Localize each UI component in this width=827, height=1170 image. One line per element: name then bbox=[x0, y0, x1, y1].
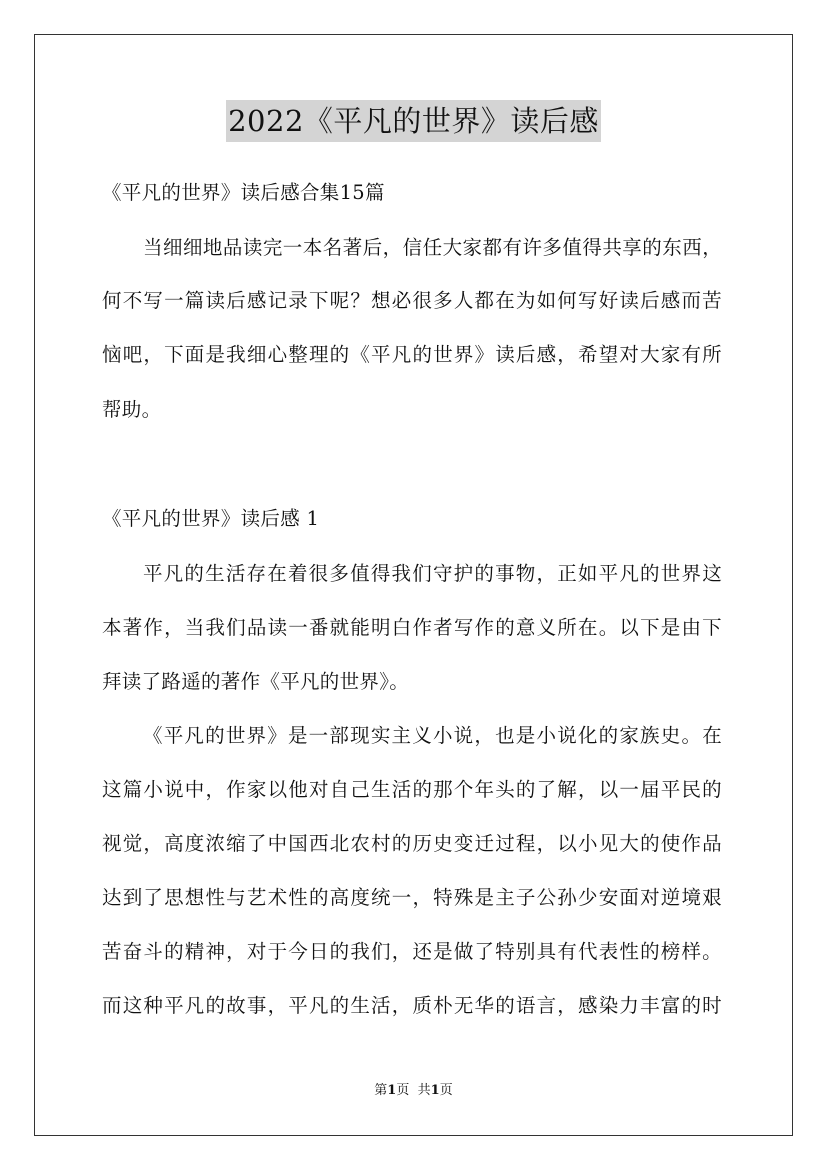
paragraph-line: 这篇小说中，作家以他对自己生活的那个年头的了解，以一届平民的 bbox=[102, 778, 722, 801]
document-subtitle: 《平凡的世界》读后感合集15篇 bbox=[102, 181, 385, 204]
paragraph-line: 苦奋斗的精神，对于今日的我们，还是做了特别具有代表性的榜样。 bbox=[102, 940, 722, 963]
paragraph-line: 视觉，高度浓缩了中国西北农村的历史变迁过程，以小见大的使作品 bbox=[102, 832, 722, 855]
intro-line: 何不写一篇读后感记录下呢？想必很多人都在为如何写好读后感而苦 bbox=[102, 289, 722, 312]
intro-line: 帮助。 bbox=[102, 398, 162, 421]
paragraph-line: 平凡的生活存在着很多值得我们守护的事物，正如平凡的世界这 bbox=[143, 562, 722, 585]
paragraph-line: 拜读了路遥的著作《平凡的世界》。 bbox=[102, 670, 410, 693]
paragraph-line: 而这种平凡的故事，平凡的生活，质朴无华的语言，感染力丰富的时 bbox=[102, 994, 722, 1017]
paragraph-line: 本著作，当我们品读一番就能明白作者写作的意义所在。以下是由下 bbox=[102, 616, 722, 639]
section-heading: 《平凡的世界》读后感 1 bbox=[102, 507, 320, 530]
paragraph-line: 达到了思想性与艺术性的高度统一，特殊是主子公孙少安面对逆境艰 bbox=[102, 886, 722, 909]
total-label-suffix: 页 bbox=[439, 1083, 453, 1098]
paragraph-line: 《平凡的世界》是一部现实主义小说，也是小说化的家族史。在 bbox=[143, 724, 722, 747]
current-page-number: 1 bbox=[387, 1083, 397, 1098]
page-label-suffix: 页 bbox=[396, 1083, 410, 1098]
page-footer bbox=[0, 1082, 827, 1100]
intro-line: 恼吧，下面是我细心整理的《平凡的世界》读后感，希望对大家有所 bbox=[102, 343, 722, 366]
title-container bbox=[0, 100, 827, 142]
total-label-prefix: 共 bbox=[417, 1083, 431, 1098]
page-label-prefix: 第 bbox=[374, 1083, 388, 1098]
document-title: 2022《平凡的世界》读后感 bbox=[226, 100, 601, 142]
intro-line: 当细细地品读完一本名著后，信任大家都有许多值得共享的东西， bbox=[143, 236, 722, 259]
total-page-number: 1 bbox=[430, 1083, 440, 1098]
